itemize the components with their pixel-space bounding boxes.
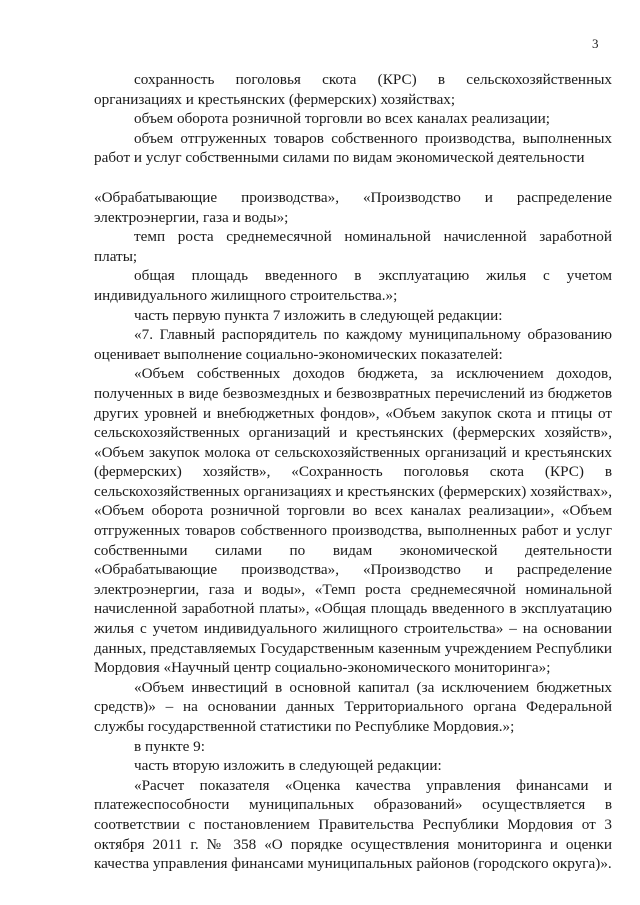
- paragraph-9: «Объем собственных доходов бюджета, за исключением доходов, полученных в виде безвозмездных и безвозвратных перечислений из бюджетов других уровней и внебюджетных фондов», «Объем закупок скота и птицы от сельскохозяйственных организаций и крестьянских (фермерских хозяйств», «Объем закупок молока от сельскохозяйственных организаций и крестьянских (фермерских) хозяйств», «Сохранность поголовья скота (КРС) в сельскохозяйственных организациях и крестьянских (фермерских) хозяйствах», «Объем оборота розничной торговли во всех каналах реализации», «Объем отгруженных товаров собственного производства, выполненных работ и услуг собственными силами по видам экономической деятельности «Обрабатывающие производства», «Производство и распределение электроэнергии, газа и воды», «Темп роста среднемесячной номинальной начисленной заработной платы», «Общая площадь введенного в эксплуатацию жилья с учетом индивидуального жилищного строительства» – на основании данных, представляемых Государственным казенным учреждением Республики Мордовия «Научный центр социально-экономического мониторинга»;: [94, 365, 612, 677]
- paragraph-3: объем отгруженных товаров собственного производства, выполненных работ и услуг собственными силами по видам экономической деятельности: [94, 129, 612, 167]
- paragraph-8: «7. Главный распорядитель по каждому муниципальному образованию оценивает выполнение социально-экономических показателей:: [94, 326, 612, 363]
- paragraph-4: «Обрабатывающие производства», «Производство и распределение электроэнергии, газа и воды»;: [94, 188, 612, 226]
- paragraph-12: часть вторую изложить в следующей редакции:: [134, 757, 442, 775]
- paragraph-10: «Объем инвестиций в основной капитал (за исключением бюджетных средств)» – на основании данных Территориального органа Федеральной службы государственной статистики по Республике Мордовия.»;: [94, 678, 612, 735]
- page-number: 3: [592, 36, 599, 51]
- paragraph-11: в пункте 9:: [134, 737, 205, 755]
- paragraph-7: часть первую пункта 7 изложить в следующей редакции:: [134, 306, 503, 324]
- paragraph-6: общая площадь введенного в эксплуатацию жилья с учетом индивидуального жилищного строительства.»;: [94, 267, 612, 304]
- document-body: [94, 70, 612, 874]
- paragraph-2: объем оборота розничной торговли во всех каналах реализации;: [134, 110, 550, 128]
- paragraph-1: сохранность поголовья скота (КРС) в сельскохозяйственных организациях и крестьянских (фермерских) хозяйствах;: [94, 71, 612, 108]
- paragraph-5: темп роста среднемесячной номинальной начисленной заработной платы;: [94, 228, 612, 265]
- blank-line: [94, 168, 612, 188]
- paragraph-13: «Расчет показателя «Оценка качества управления финансами и платежеспособности муниципальных образований» осуществляется в соответствии с постановлением Правительства Республики Мордовия от 3 октября 2011 г. № 358 «О порядке осуществления мониторинга и оценки качества управления финансами муниципальных районов (городского округа)».: [94, 776, 612, 873]
